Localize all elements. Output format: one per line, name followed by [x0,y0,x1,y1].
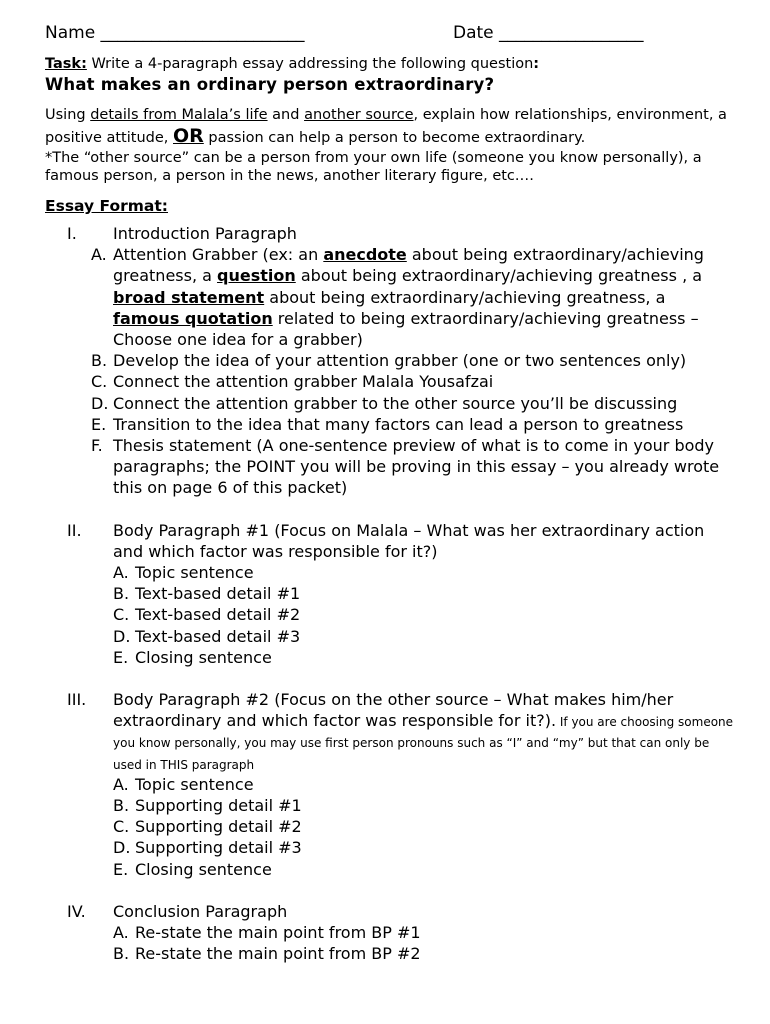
prompt-or: OR [173,125,204,147]
essay-question: What makes an ordinary person extraordinary? [45,75,495,94]
section-title [113,689,735,774]
section-title: Introduction Paragraph [113,224,297,243]
item-text: Supporting detail #3 [135,838,302,858]
item-letter: A. [113,563,129,583]
item-text: about being extraordinary/achieving greatness , a [295,266,703,286]
item-letter: E. [91,414,107,434]
prompt-text-3: , explain how relationships, environment, a positive attitude, [45,107,727,146]
item-letter: B. [113,944,130,964]
spacer [45,499,735,520]
item-bold-broad-statement: broad statement [113,287,265,307]
section-numeral: IV. [67,901,86,921]
item-bold-famous-quotation: famous quotation [113,308,273,328]
section-items [113,774,735,880]
list-item [113,583,735,604]
spacer [45,668,735,689]
item-letter: A. [113,923,129,943]
list-item [113,604,735,625]
list-item [113,922,735,943]
item-letter: B. [113,584,130,604]
section-conclusion [45,901,735,965]
list-item [113,562,735,583]
item-text: Thesis statement (A one-sentence preview of what is to come in your body paragraphs; the POINT you will be proving in this essay – you already wrote this on page 6 of this packet) [113,436,720,498]
worksheet-page [45,18,735,965]
list-item [113,816,735,837]
item-text: related to being extraordinary/achieving greatness – Choose one idea for a grabber) [113,308,699,350]
section-introduction [45,223,735,499]
item-text: Topic sentence [135,774,254,794]
item-text: Supporting detail #1 [135,796,302,816]
list-item [91,414,735,435]
item-bold-question: question [217,266,296,286]
name-field-label: Name ________________________ [45,23,305,43]
item-letter: A. [91,245,107,265]
section-items [113,922,735,964]
section-title: Body Paragraph #1 (Focus on Malala – What was her extraordinary action and which factor was responsible for it?) [113,520,705,561]
item-letter: C. [113,817,130,837]
section-title: Conclusion Paragraph [113,901,288,921]
item-letter: D. [113,626,131,646]
item-letter: C. [91,372,108,392]
spacer [45,880,735,901]
item-letter: E. [113,647,129,667]
prompt-underline-2: another source [304,107,414,123]
list-item [113,859,735,880]
item-text: Text-based detail #2 [135,605,301,625]
task-label: Task: [45,56,87,72]
date-field-label: Date _________________ [453,23,644,43]
item-letter: A. [113,774,129,794]
item-text: Text-based detail #3 [135,626,301,646]
list-item [91,350,735,371]
list-item [91,393,735,414]
prompt-paragraph [45,105,735,149]
item-text: about being extraordinary/achieving greatness, a [113,245,704,286]
list-item [113,837,735,858]
item-letter: D. [113,838,131,858]
essay-format-heading: Essay Format: [45,197,168,215]
section-numeral: II. [67,520,82,540]
section-items [113,562,735,668]
item-letter: C. [113,605,130,625]
task-colon: : [533,56,540,72]
list-item [113,774,735,795]
item-text: Re-state the main point from BP #2 [135,944,421,964]
item-letter: D. [91,393,109,413]
section-body-paragraph-2 [45,689,735,880]
section-body-paragraph-1 [45,520,735,668]
task-line [45,54,735,74]
item-bold-anecdote: anecdote [323,245,407,265]
section-title-text: Body Paragraph #2 (Focus on the other source – What makes him/her extraordinary and which factor was responsible for it?). [113,690,674,731]
item-letter: B. [91,351,108,371]
item-text: Supporting detail #2 [135,817,302,837]
item-text: Closing sentence [135,859,272,879]
item-letter: E. [113,859,129,879]
prompt-text-1: Using [45,107,91,123]
list-item [113,626,735,647]
section-numeral: I. [67,224,77,243]
prompt-text-2: and [267,107,305,123]
item-text: Transition to the idea that many factors can lead a person to greatness [113,414,684,434]
item-text: Connect the attention grabber to the other source you’ll be discussing [113,393,678,413]
prompt-text-4: passion can help a person to become extraordinary. [203,130,586,146]
item-letter: F. [91,436,103,456]
item-text: about being extraordinary/achieving greatness, a [264,287,666,307]
item-text: Text-based detail #1 [135,584,301,604]
list-item [113,795,735,816]
task-text: Write a 4-paragraph essay addressing the following question [86,56,534,72]
other-source-note: *The “other source” can be a person from your own life (someone you know personally), a famous person, a person in the news, another literary figure, etc.… [45,150,702,184]
item-text: Topic sentence [135,563,254,583]
item-text: Attention Grabber (ex: an [113,245,324,265]
header-line [45,18,735,48]
list-item [113,943,735,964]
item-text: Connect the attention grabber Malala Yousafzai [113,372,494,392]
prompt-underline-1: details from Malala’s life [90,107,268,123]
item-text: Closing sentence [135,647,272,667]
item-text: Re-state the main point from BP #1 [135,923,421,943]
list-item [91,435,735,499]
list-item [113,647,735,668]
list-item [91,371,735,392]
pronoun-note: If you are choosing someone you know personally, you may use first person pronouns such as “I” and “my” but that can only be used in THIS paragraph [113,715,734,772]
section-numeral: III. [67,690,87,710]
item-text: Develop the idea of your attention grabber (one or two sentences only) [113,351,687,371]
item-letter: B. [113,796,130,816]
list-item [91,244,735,350]
section-items [91,244,735,498]
